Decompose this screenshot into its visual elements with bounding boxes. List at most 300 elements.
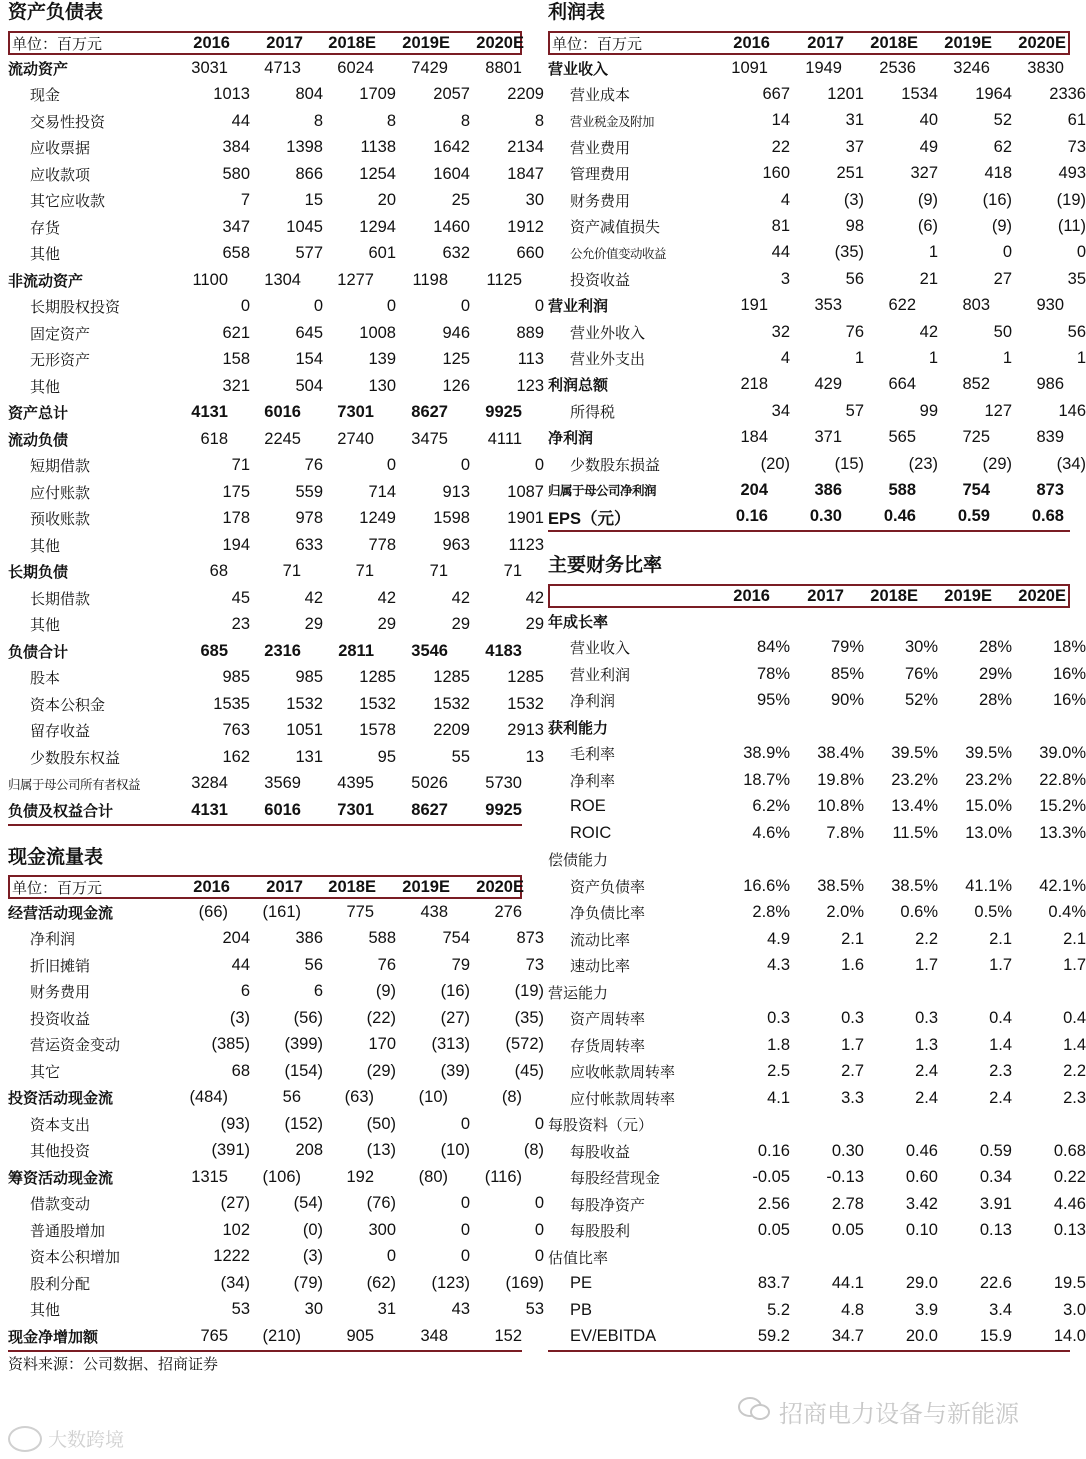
value-cell: 38.9% — [743, 744, 790, 763]
value-cell: 2316 — [264, 641, 301, 660]
value-cell: 4.8 — [841, 1300, 864, 1319]
table-row — [8, 267, 522, 294]
table-row — [548, 979, 1070, 1006]
value-cell: (34) — [220, 1273, 250, 1292]
value-cell: 16% — [1052, 691, 1086, 710]
watermark-right-text: 招商电力设备与新能源 — [779, 1400, 1019, 1428]
row-label: 股本 — [30, 669, 61, 688]
value-cell: 1 — [854, 348, 864, 367]
value-cell: 2.7 — [841, 1062, 864, 1081]
table-row — [8, 294, 544, 321]
table-row — [8, 1005, 544, 1032]
unit-label: 单位：百万元 — [12, 878, 103, 897]
value-cell: 0.5% — [974, 903, 1012, 922]
table-row — [8, 506, 544, 533]
value-cell: 0.4 — [989, 1009, 1012, 1028]
table-row — [548, 820, 1086, 847]
value-cell: 1709 — [359, 85, 396, 104]
value-cell: 1008 — [359, 323, 396, 342]
value-cell: 7301 — [337, 403, 374, 422]
value-cell: 3.42 — [905, 1194, 938, 1213]
value-cell: 76% — [904, 664, 938, 683]
value-cell: 347 — [222, 217, 250, 236]
row-label: 净利润 — [30, 930, 76, 949]
value-cell: 3.0 — [1063, 1300, 1086, 1319]
unit-label: 单位：百万元 — [12, 34, 103, 53]
row-label: 估值比率 — [548, 1248, 609, 1267]
value-cell: 13.3% — [1039, 823, 1086, 842]
value-cell: 184 — [740, 428, 768, 447]
value-cell: 13.0% — [965, 823, 1012, 842]
value-cell: 0 — [386, 456, 396, 475]
table-row — [548, 1271, 1086, 1298]
value-cell: 38.5% — [891, 876, 938, 895]
ratios-body — [548, 608, 1086, 1352]
cashflow-header — [8, 875, 522, 899]
table-row — [548, 1032, 1086, 1059]
value-cell: 204 — [740, 480, 768, 499]
table-row — [548, 240, 1086, 266]
value-cell: 1535 — [213, 694, 250, 713]
value-cell: (385) — [211, 1035, 250, 1054]
value-cell: 0 — [534, 1247, 544, 1266]
value-cell: 16.6% — [743, 876, 790, 895]
income-title: 利润表 — [548, 1, 606, 23]
value-cell: 4395 — [337, 774, 374, 793]
value-cell: 0 — [1076, 243, 1086, 262]
value-cell: 1254 — [359, 164, 396, 183]
value-cell: 38.4% — [817, 744, 864, 763]
value-cell: 0 — [460, 1114, 470, 1133]
value-cell: 3284 — [191, 774, 228, 793]
value-cell: 839 — [1036, 428, 1064, 447]
row-label: 归属于母公司所有者权益 — [8, 776, 141, 792]
value-cell: (63) — [344, 1088, 374, 1107]
row-label: 营业外支出 — [570, 349, 646, 368]
value-cell: 29 — [525, 615, 544, 634]
value-cell: 754 — [962, 480, 990, 499]
value-cell: 42 — [451, 588, 470, 607]
value-cell: 985 — [295, 668, 323, 687]
value-cell: 3031 — [191, 58, 228, 77]
value-cell: (3) — [302, 1247, 323, 1266]
row-label: 投资活动现金流 — [8, 1089, 114, 1108]
value-cell: 1964 — [975, 85, 1012, 104]
income-panel — [548, 0, 1086, 532]
value-cell: (62) — [366, 1273, 396, 1292]
value-cell: 29 — [451, 615, 470, 634]
value-cell: (34) — [1056, 454, 1086, 473]
table-row — [548, 1244, 1070, 1271]
value-cell: 429 — [814, 375, 842, 394]
value-cell: 0.22 — [1053, 1168, 1086, 1187]
row-label: 净负债比率 — [570, 904, 646, 923]
value-cell: 99 — [919, 401, 938, 420]
value-cell: 0 — [460, 1220, 470, 1239]
table-row — [548, 345, 1086, 371]
value-cell: 19.5 — [1053, 1274, 1086, 1293]
table-row — [8, 926, 544, 953]
value-cell: 577 — [295, 244, 323, 263]
row-label: 少数股东损益 — [570, 455, 661, 474]
value-cell: 56 — [304, 955, 323, 974]
value-cell: 0 — [386, 1247, 396, 1266]
value-cell: 39.5% — [891, 744, 938, 763]
value-cell: (27) — [220, 1194, 250, 1213]
watermark-left-text: 大数跨境 — [48, 1429, 125, 1451]
unit-label: 单位：百万元 — [552, 34, 643, 53]
value-cell: 191 — [740, 296, 768, 315]
value-cell: 32 — [771, 322, 790, 341]
row-label: 负债及权益合计 — [8, 801, 114, 820]
value-cell: 2811 — [338, 641, 374, 660]
value-cell: (9) — [917, 190, 938, 209]
table-row — [548, 767, 1086, 794]
table-row — [548, 608, 1070, 635]
value-cell: 102 — [222, 1220, 250, 1239]
value-cell: 15.9 — [979, 1327, 1012, 1346]
value-cell: 15.0% — [965, 797, 1012, 816]
value-cell: 0.34 — [979, 1168, 1012, 1187]
value-cell: 68 — [231, 1061, 250, 1080]
value-cell: 42.1% — [1039, 876, 1086, 895]
value-cell: 2057 — [433, 85, 470, 104]
value-cell: 6024 — [337, 58, 374, 77]
value-cell: 8 — [460, 111, 470, 130]
value-cell: 559 — [295, 482, 323, 501]
value-cell: 963 — [442, 535, 470, 554]
year-header: 2018E — [870, 586, 918, 605]
table-row — [8, 532, 544, 559]
value-cell: 113 — [517, 350, 544, 369]
value-cell: 53 — [525, 1300, 544, 1319]
value-cell: 1222 — [213, 1247, 250, 1266]
value-cell: 0.3 — [767, 1009, 790, 1028]
value-cell: 16% — [1052, 664, 1086, 683]
value-cell: -0.05 — [752, 1168, 790, 1187]
value-cell: 714 — [368, 482, 396, 501]
value-cell: 1315 — [191, 1167, 228, 1186]
value-cell: (13) — [366, 1141, 396, 1160]
value-cell: 1460 — [433, 217, 470, 236]
value-cell: 775 — [346, 902, 374, 921]
value-cell: 2209 — [433, 721, 470, 740]
row-label: 资产负债率 — [570, 877, 646, 896]
row-label: 长期负债 — [8, 563, 69, 582]
row-label: 其他投资 — [30, 1142, 91, 1161]
value-cell: 31 — [845, 111, 864, 130]
value-cell: 321 — [222, 376, 250, 395]
value-cell: 2.2 — [1063, 1062, 1086, 1081]
row-label: 非流动资产 — [8, 271, 84, 290]
table-row — [8, 665, 544, 692]
table-row — [8, 718, 544, 745]
cashflow-body — [8, 899, 544, 1352]
value-cell: 61 — [1067, 111, 1086, 130]
value-cell: 580 — [222, 164, 250, 183]
value-cell: 192 — [346, 1167, 374, 1186]
value-cell: (152) — [284, 1114, 323, 1133]
value-cell: 56 — [845, 269, 864, 288]
table-row — [8, 1270, 544, 1297]
table-row — [548, 81, 1086, 107]
value-cell: 2.2 — [915, 929, 938, 948]
value-cell: 0 — [386, 297, 396, 316]
table-row — [548, 900, 1086, 927]
value-cell: 0 — [240, 297, 250, 316]
value-cell: 276 — [494, 902, 522, 921]
row-label: 每股收益 — [570, 1142, 631, 1161]
value-cell: 79% — [830, 638, 864, 657]
row-label: 其他 — [30, 245, 61, 264]
value-cell: 7429 — [411, 58, 448, 77]
value-cell: 1.7 — [841, 1035, 864, 1054]
row-label: 长期股权投资 — [30, 298, 121, 317]
table-row — [548, 926, 1086, 953]
value-cell: 41.1% — [965, 876, 1012, 895]
row-label: 获利能力 — [548, 718, 609, 737]
row-label: 应付帐款周转率 — [570, 1089, 676, 1108]
value-cell: 123 — [516, 376, 544, 395]
row-label: 应收票据 — [30, 139, 91, 158]
value-cell: 29 — [304, 615, 323, 634]
value-cell: 1398 — [286, 138, 323, 157]
value-cell: 2740 — [337, 429, 374, 448]
table-row — [8, 1085, 522, 1112]
value-cell: 204 — [222, 929, 250, 948]
table-row — [8, 82, 544, 109]
value-cell: 1123 — [508, 535, 544, 554]
value-cell: 3830 — [1027, 58, 1064, 77]
year-header: 2020E — [1018, 586, 1066, 605]
table-row — [8, 347, 544, 374]
value-cell: 15 — [304, 191, 323, 210]
value-cell: (161) — [262, 902, 301, 921]
table-row — [548, 794, 1086, 821]
value-cell: 56 — [282, 1088, 301, 1107]
value-cell: 1100 — [192, 270, 228, 289]
table-row — [8, 188, 544, 215]
value-cell: 68 — [209, 562, 228, 581]
value-cell: (23) — [908, 454, 938, 473]
table-row — [548, 293, 1070, 319]
row-label: 公允价值变动收益 — [570, 245, 667, 261]
value-cell: 56 — [1067, 322, 1086, 341]
table-row — [548, 477, 1070, 503]
value-cell: 7.8% — [826, 823, 864, 842]
value-cell: (35) — [514, 1008, 544, 1027]
table-row — [548, 1138, 1086, 1165]
value-cell: 9925 — [485, 800, 522, 819]
row-label: 每股经营现金 — [570, 1169, 661, 1188]
value-cell: 4 — [780, 190, 790, 209]
row-label: 应付账款 — [30, 483, 91, 502]
value-cell: 2209 — [507, 85, 544, 104]
row-label: 预收账款 — [30, 510, 91, 529]
value-cell: 52 — [993, 111, 1012, 130]
value-cell: 765 — [200, 1326, 228, 1345]
value-cell: 3.91 — [979, 1194, 1012, 1213]
value-cell: 30 — [304, 1300, 323, 1319]
row-label: 其他 — [30, 616, 61, 635]
row-label: 流动资产 — [8, 59, 69, 78]
row-label: 营业收入 — [570, 639, 631, 658]
value-cell: 1.4 — [989, 1035, 1012, 1054]
value-cell: 162 — [222, 747, 250, 766]
value-cell: 31 — [377, 1300, 396, 1319]
value-cell: 621 — [222, 323, 250, 342]
value-cell: 3246 — [953, 58, 990, 77]
value-cell: 2.78 — [831, 1194, 864, 1213]
value-cell: 40 — [919, 111, 938, 130]
value-cell: 1.6 — [841, 956, 864, 975]
value-cell: 18.7% — [743, 770, 790, 789]
table-row — [8, 638, 522, 665]
row-label: 资本公积金 — [30, 695, 106, 714]
value-cell: (56) — [293, 1008, 323, 1027]
value-cell: 152 — [494, 1326, 522, 1345]
value-cell: 23 — [231, 615, 250, 634]
value-cell: 1.3 — [915, 1035, 938, 1054]
value-cell: 34 — [771, 401, 790, 420]
value-cell: 38.5% — [817, 876, 864, 895]
value-cell: 873 — [1036, 480, 1064, 499]
value-cell: 22 — [771, 137, 790, 156]
value-cell: 327 — [910, 164, 938, 183]
value-cell: 3 — [780, 269, 790, 288]
value-cell: 55 — [451, 747, 470, 766]
row-label: 资产周转率 — [570, 1010, 646, 1029]
value-cell: 986 — [1036, 375, 1064, 394]
table-row — [8, 979, 544, 1006]
value-cell: 15.2% — [1039, 797, 1086, 816]
table-row — [548, 372, 1070, 398]
value-cell: 78% — [756, 664, 790, 683]
value-cell: 0 — [460, 1247, 470, 1266]
value-cell: 1 — [928, 243, 938, 262]
value-cell: 1.7 — [915, 956, 938, 975]
value-cell: (154) — [284, 1061, 323, 1080]
value-cell: 1.4 — [1063, 1035, 1086, 1054]
table-row — [8, 55, 522, 82]
value-cell: 125 — [442, 350, 470, 369]
value-cell: 0.46 — [905, 1141, 938, 1160]
value-cell: 873 — [516, 929, 544, 948]
value-cell: (27) — [440, 1008, 470, 1027]
value-cell: (54) — [293, 1194, 323, 1213]
table-row — [8, 1191, 544, 1218]
value-cell: 139 — [368, 350, 396, 369]
value-cell: 1532 — [359, 694, 396, 713]
value-cell: 2.1 — [841, 929, 864, 948]
value-cell: 6.2% — [752, 797, 790, 816]
value-cell: (3) — [229, 1008, 250, 1027]
value-cell: (79) — [293, 1273, 323, 1292]
value-cell: 83.7 — [757, 1274, 790, 1293]
value-cell: 158 — [222, 350, 250, 369]
value-cell: 0 — [534, 297, 544, 316]
row-label: 资本支出 — [30, 1115, 91, 1134]
value-cell: (35) — [834, 243, 864, 262]
value-cell: 725 — [962, 428, 990, 447]
value-cell: (39) — [440, 1061, 470, 1080]
value-cell: 23.2% — [891, 770, 938, 789]
row-label: 所得税 — [570, 402, 616, 421]
row-label: 其它应收款 — [30, 192, 106, 211]
value-cell: 10.8% — [817, 797, 864, 816]
value-cell: 2.4 — [989, 1088, 1012, 1107]
value-cell: 95 — [377, 747, 396, 766]
value-cell: 29 — [377, 615, 396, 634]
value-cell: 43 — [451, 1300, 470, 1319]
table-row — [548, 187, 1086, 213]
value-cell: 3.3 — [841, 1088, 864, 1107]
value-cell: 4131 — [191, 800, 228, 819]
value-cell: 81 — [771, 217, 790, 236]
value-cell: 52% — [904, 691, 938, 710]
value-cell: 300 — [368, 1220, 396, 1239]
cashflow-title: 现金流量表 — [8, 846, 104, 868]
row-label: 投资收益 — [30, 1009, 91, 1028]
row-label: 净利润 — [548, 429, 594, 448]
value-cell: 660 — [516, 244, 544, 263]
year-header: 2018E — [328, 877, 376, 896]
value-cell: 4131 — [191, 403, 228, 422]
table-row — [548, 741, 1086, 768]
value-cell: 4.46 — [1053, 1194, 1086, 1213]
value-cell: 0 — [534, 456, 544, 475]
table-row — [548, 953, 1086, 980]
watermark-right — [737, 1394, 1019, 1429]
row-label: 无形资产 — [30, 351, 91, 370]
table-row — [8, 135, 544, 162]
value-cell: 1532 — [286, 694, 323, 713]
value-cell: 2.4 — [915, 1088, 938, 1107]
value-cell: 0 — [1002, 243, 1012, 262]
ratios-panel — [548, 553, 1086, 1352]
value-cell: 126 — [442, 376, 470, 395]
value-cell: 0.10 — [905, 1221, 938, 1240]
row-label: 股利分配 — [30, 1274, 91, 1293]
table-row — [8, 1138, 544, 1165]
table-row — [8, 479, 544, 506]
value-cell: 2913 — [507, 721, 544, 740]
value-cell: 1277 — [337, 270, 374, 289]
value-cell: 0.6% — [900, 903, 938, 922]
value-cell: 57 — [845, 401, 864, 420]
value-cell: (6) — [917, 217, 938, 236]
value-cell: 44 — [231, 111, 250, 130]
value-cell: 6016 — [264, 403, 301, 422]
value-cell: (572) — [505, 1035, 544, 1054]
value-cell: 1285 — [359, 668, 396, 687]
value-cell: 778 — [368, 535, 396, 554]
value-cell: 1201 — [827, 85, 864, 104]
ratios-title: 主要财务比率 — [548, 554, 663, 576]
value-cell: 905 — [346, 1326, 374, 1345]
value-cell: 1.8 — [767, 1035, 790, 1054]
value-cell: (10) — [440, 1141, 470, 1160]
value-cell: 1901 — [507, 509, 544, 528]
table-row — [548, 661, 1086, 688]
value-cell: 23.2% — [965, 770, 1012, 789]
row-label: 应收款项 — [30, 165, 91, 184]
value-cell: 1 — [1002, 348, 1012, 367]
row-label: 折旧摊销 — [30, 956, 91, 975]
row-label: 营业税金及附加 — [570, 113, 655, 129]
table-row — [8, 612, 544, 639]
year-header: 2016 — [193, 33, 230, 52]
